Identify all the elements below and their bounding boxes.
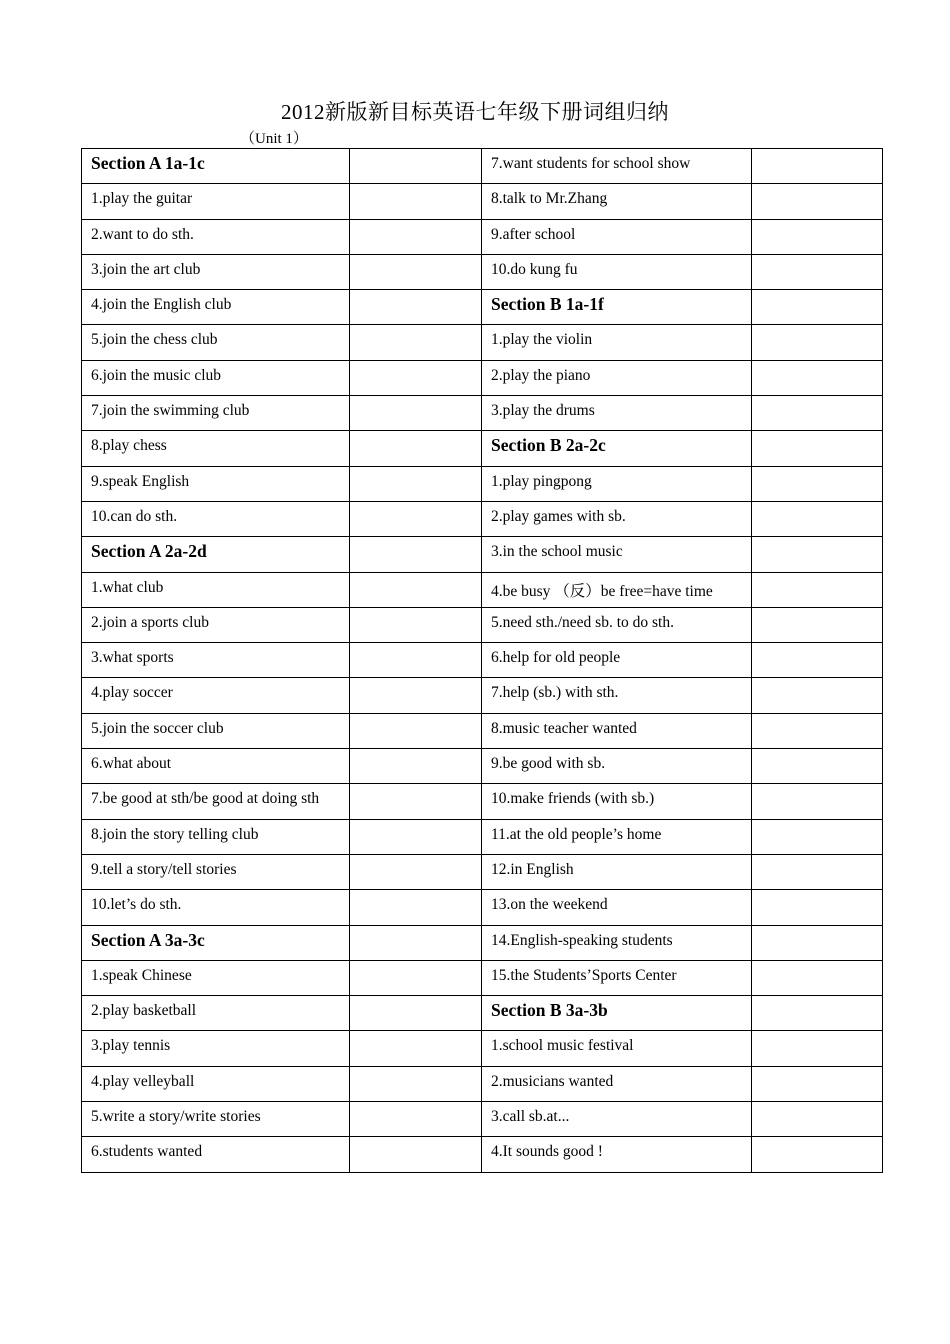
phrase-cell: 2.play the piano: [482, 360, 752, 395]
table-row: [82, 254, 883, 289]
phrase-cell: 2.join a sports club: [82, 607, 350, 642]
answer-blank-cell: [350, 466, 482, 501]
answer-blank-cell: [350, 325, 482, 360]
answer-blank-cell: [752, 607, 883, 642]
phrase-cell: 7.join the swimming club: [82, 396, 350, 431]
answer-blank-cell: [752, 643, 883, 678]
phrase-cell: 9.tell a story/tell stories: [82, 854, 350, 889]
phrase-cell: 2.musicians wanted: [482, 1066, 752, 1101]
table-row: [82, 996, 883, 1031]
section-heading: Section B 1a-1f: [482, 290, 752, 325]
phrase-cell: 1.play the violin: [482, 325, 752, 360]
answer-blank-cell: [752, 501, 883, 536]
phrase-cell: 5.join the soccer club: [82, 713, 350, 748]
phrase-cell: 2.want to do sth.: [82, 219, 350, 254]
phrase-cell: 3.in the school music: [482, 537, 752, 572]
answer-blank-cell: [752, 431, 883, 466]
answer-blank-cell: [752, 572, 883, 607]
answer-blank-cell: [350, 854, 482, 889]
table-row: [82, 925, 883, 960]
phrase-cell: 11.at the old people’s home: [482, 819, 752, 854]
page-title: 2012新版新目标英语七年级下册词组归纳: [281, 100, 669, 124]
table-row: [82, 360, 883, 395]
answer-blank-cell: [752, 396, 883, 431]
phrase-cell: 13.on the weekend: [482, 890, 752, 925]
table-row: [82, 396, 883, 431]
phrase-table: [81, 148, 883, 1173]
section-heading: Section A 2a-2d: [82, 537, 350, 572]
table-row: [82, 678, 883, 713]
table-row: [82, 219, 883, 254]
answer-blank-cell: [350, 572, 482, 607]
answer-blank-cell: [752, 784, 883, 819]
section-heading: Section A 1a-1c: [82, 149, 350, 184]
table-row: [82, 572, 883, 607]
answer-blank-cell: [350, 184, 482, 219]
answer-blank-cell: [752, 325, 883, 360]
answer-blank-cell: [350, 1066, 482, 1101]
answer-blank-cell: [350, 360, 482, 395]
answer-blank-cell: [350, 1031, 482, 1066]
phrase-cell: 10.do kung fu: [482, 254, 752, 289]
answer-blank-cell: [350, 819, 482, 854]
answer-blank-cell: [350, 501, 482, 536]
phrase-cell: 4.join the English club: [82, 290, 350, 325]
answer-blank-cell: [350, 643, 482, 678]
table-row: [82, 149, 883, 184]
table-row: [82, 749, 883, 784]
table-row: [82, 1137, 883, 1172]
phrase-cell: 2.play games with sb.: [482, 501, 752, 536]
answer-blank-cell: [752, 1102, 883, 1137]
table-row: [82, 643, 883, 678]
phrase-cell: 4.be busy （反）be free=have time: [482, 572, 752, 607]
answer-blank-cell: [752, 925, 883, 960]
phrase-cell: 5.write a story/write stories: [82, 1102, 350, 1137]
phrase-cell: 14.English-speaking students: [482, 925, 752, 960]
answer-blank-cell: [752, 996, 883, 1031]
phrase-cell: 3.call sb.at...: [482, 1102, 752, 1137]
answer-blank-cell: [350, 960, 482, 995]
table-row: [82, 890, 883, 925]
phrase-cell: 3.join the art club: [82, 254, 350, 289]
phrase-cell: 4.play velleyball: [82, 1066, 350, 1101]
phrase-cell: 8.music teacher wanted: [482, 713, 752, 748]
phrase-cell: 5.join the chess club: [82, 325, 350, 360]
table-row: [82, 325, 883, 360]
answer-blank-cell: [350, 784, 482, 819]
phrase-cell: 1.play pingpong: [482, 466, 752, 501]
table-row: [82, 184, 883, 219]
answer-blank-cell: [752, 254, 883, 289]
phrase-cell: 1.play the guitar: [82, 184, 350, 219]
phrase-cell: 1.speak Chinese: [82, 960, 350, 995]
phrase-cell: 8.talk to Mr.Zhang: [482, 184, 752, 219]
answer-blank-cell: [350, 996, 482, 1031]
answer-blank-cell: [752, 1031, 883, 1066]
phrase-cell: 6.join the music club: [82, 360, 350, 395]
table-row: [82, 819, 883, 854]
table-row: [82, 537, 883, 572]
answer-blank-cell: [752, 960, 883, 995]
phrase-cell: 9.speak English: [82, 466, 350, 501]
answer-blank-cell: [350, 1137, 482, 1172]
answer-blank-cell: [752, 537, 883, 572]
phrase-cell: 5.need sth./need sb. to do sth.: [482, 607, 752, 642]
answer-blank-cell: [752, 184, 883, 219]
answer-blank-cell: [350, 890, 482, 925]
phrase-cell: 9.be good with sb.: [482, 749, 752, 784]
phrase-cell: 7.be good at sth/be good at doing sth: [82, 784, 350, 819]
phrase-cell: 6.what about: [82, 749, 350, 784]
answer-blank-cell: [350, 713, 482, 748]
answer-blank-cell: [350, 290, 482, 325]
answer-blank-cell: [752, 149, 883, 184]
table-row: [82, 713, 883, 748]
phrase-cell: 10.let’s do sth.: [82, 890, 350, 925]
table-row: [82, 960, 883, 995]
phrase-cell: 10.can do sth.: [82, 501, 350, 536]
answer-blank-cell: [350, 149, 482, 184]
answer-blank-cell: [752, 854, 883, 889]
unit-label: （Unit 1）: [240, 131, 308, 147]
answer-blank-cell: [350, 254, 482, 289]
phrase-cell: 15.the Students’Sports Center: [482, 960, 752, 995]
answer-blank-cell: [350, 678, 482, 713]
answer-blank-cell: [752, 749, 883, 784]
answer-blank-cell: [350, 431, 482, 466]
phrase-cell: 2.play basketball: [82, 996, 350, 1031]
section-heading: Section B 2a-2c: [482, 431, 752, 466]
phrase-cell: 1.what club: [82, 572, 350, 607]
phrase-cell: 3.play tennis: [82, 1031, 350, 1066]
answer-blank-cell: [350, 925, 482, 960]
phrase-cell: 7.want students for school show: [482, 149, 752, 184]
section-heading: Section B 3a-3b: [482, 996, 752, 1031]
answer-blank-cell: [350, 607, 482, 642]
phrase-cell: 10.make friends (with sb.): [482, 784, 752, 819]
phrase-cell: 9.after school: [482, 219, 752, 254]
phrase-cell: 4.It sounds good !: [482, 1137, 752, 1172]
phrase-cell: 3.what sports: [82, 643, 350, 678]
answer-blank-cell: [350, 537, 482, 572]
table-row: [82, 854, 883, 889]
table-row: [82, 784, 883, 819]
answer-blank-cell: [752, 713, 883, 748]
answer-blank-cell: [752, 678, 883, 713]
table-row: [82, 466, 883, 501]
table-row: [82, 431, 883, 466]
phrase-cell: 6.students wanted: [82, 1137, 350, 1172]
phrase-cell: 4.play soccer: [82, 678, 350, 713]
phrase-cell: 6.help for old people: [482, 643, 752, 678]
answer-blank-cell: [752, 819, 883, 854]
phrase-cell: 1.school music festival: [482, 1031, 752, 1066]
answer-blank-cell: [752, 1066, 883, 1101]
answer-blank-cell: [350, 1102, 482, 1137]
answer-blank-cell: [752, 466, 883, 501]
answer-blank-cell: [752, 1137, 883, 1172]
table-row: [82, 1102, 883, 1137]
phrase-cell: 8.join the story telling club: [82, 819, 350, 854]
answer-blank-cell: [752, 290, 883, 325]
phrase-cell: 7.help (sb.) with sth.: [482, 678, 752, 713]
table-row: [82, 290, 883, 325]
table-row: [82, 1031, 883, 1066]
table-row: [82, 1066, 883, 1101]
phrase-cell: 8.play chess: [82, 431, 350, 466]
answer-blank-cell: [350, 749, 482, 784]
answer-blank-cell: [752, 219, 883, 254]
phrase-cell: 12.in English: [482, 854, 752, 889]
section-heading: Section A 3a-3c: [82, 925, 350, 960]
answer-blank-cell: [350, 219, 482, 254]
answer-blank-cell: [350, 396, 482, 431]
answer-blank-cell: [752, 890, 883, 925]
phrase-cell: 3.play the drums: [482, 396, 752, 431]
answer-blank-cell: [752, 360, 883, 395]
table-row: [82, 607, 883, 642]
table-row: [82, 501, 883, 536]
